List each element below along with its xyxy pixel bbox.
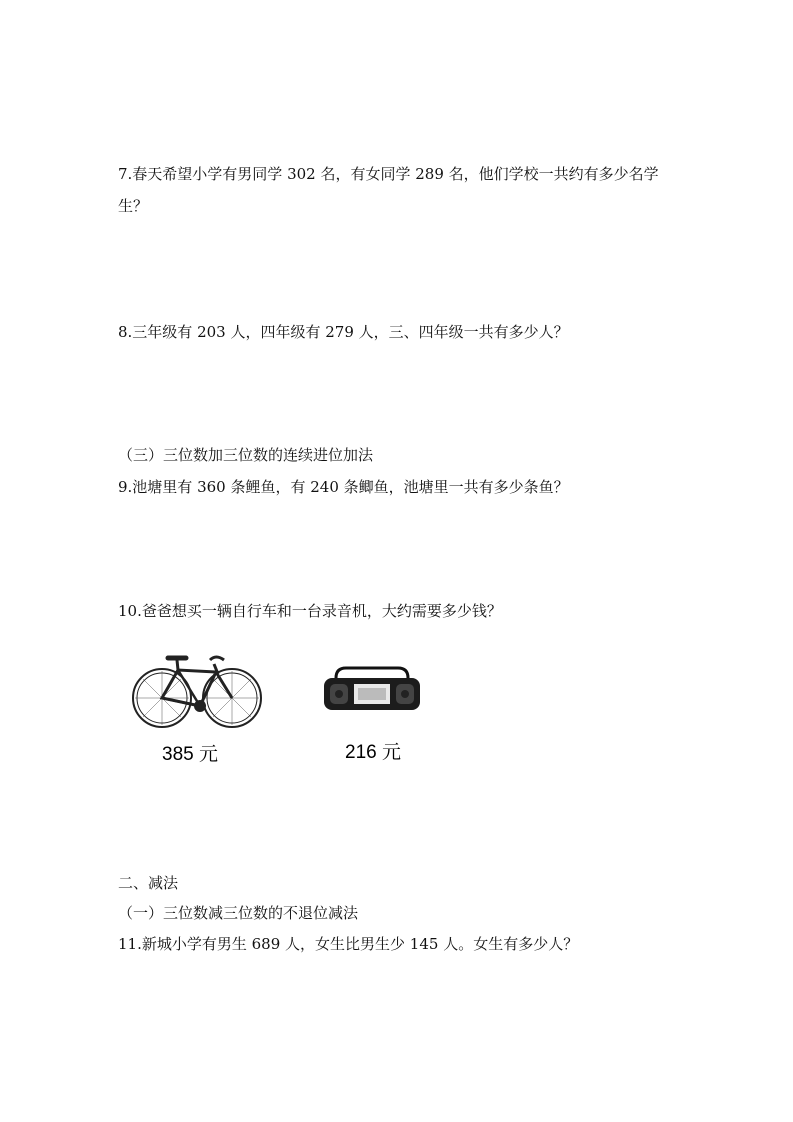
tape-recorder-price: 216 元 bbox=[345, 742, 401, 763]
q11-text: 11.新城小学有男生 689 人，女生比男生少 145 人。女生有多少人？ bbox=[118, 935, 579, 953]
q9-text: 9.池塘里有 360 条鲤鱼，有 240 条鲫鱼，池塘里一共有多少条鱼？ bbox=[118, 478, 569, 496]
part-heading-subtraction: 二、减法 bbox=[118, 874, 179, 892]
section-heading-3: （三）三位数加三位数的连续进位加法 bbox=[118, 446, 374, 464]
q7-text-line1: 7.春天希望小学有男同学 302 名，有女同学 289 名，他们学校一共约有多少名学 bbox=[118, 165, 659, 183]
bicycle-image bbox=[128, 650, 263, 730]
q10-text: 10.爸爸想买一辆自行车和一台录音机，大约需要多少钱？ bbox=[118, 602, 502, 620]
q7-text-line2: 生？ bbox=[118, 197, 149, 215]
bicycle-price: 385 元 bbox=[162, 744, 218, 765]
q8-text: 8.三年级有 203 人，四年级有 279 人，三、四年级一共有多少人？ bbox=[118, 323, 569, 341]
section-heading-1: （一）三位数减三位数的不退位减法 bbox=[118, 904, 359, 922]
tape-recorder-image bbox=[322, 664, 422, 714]
